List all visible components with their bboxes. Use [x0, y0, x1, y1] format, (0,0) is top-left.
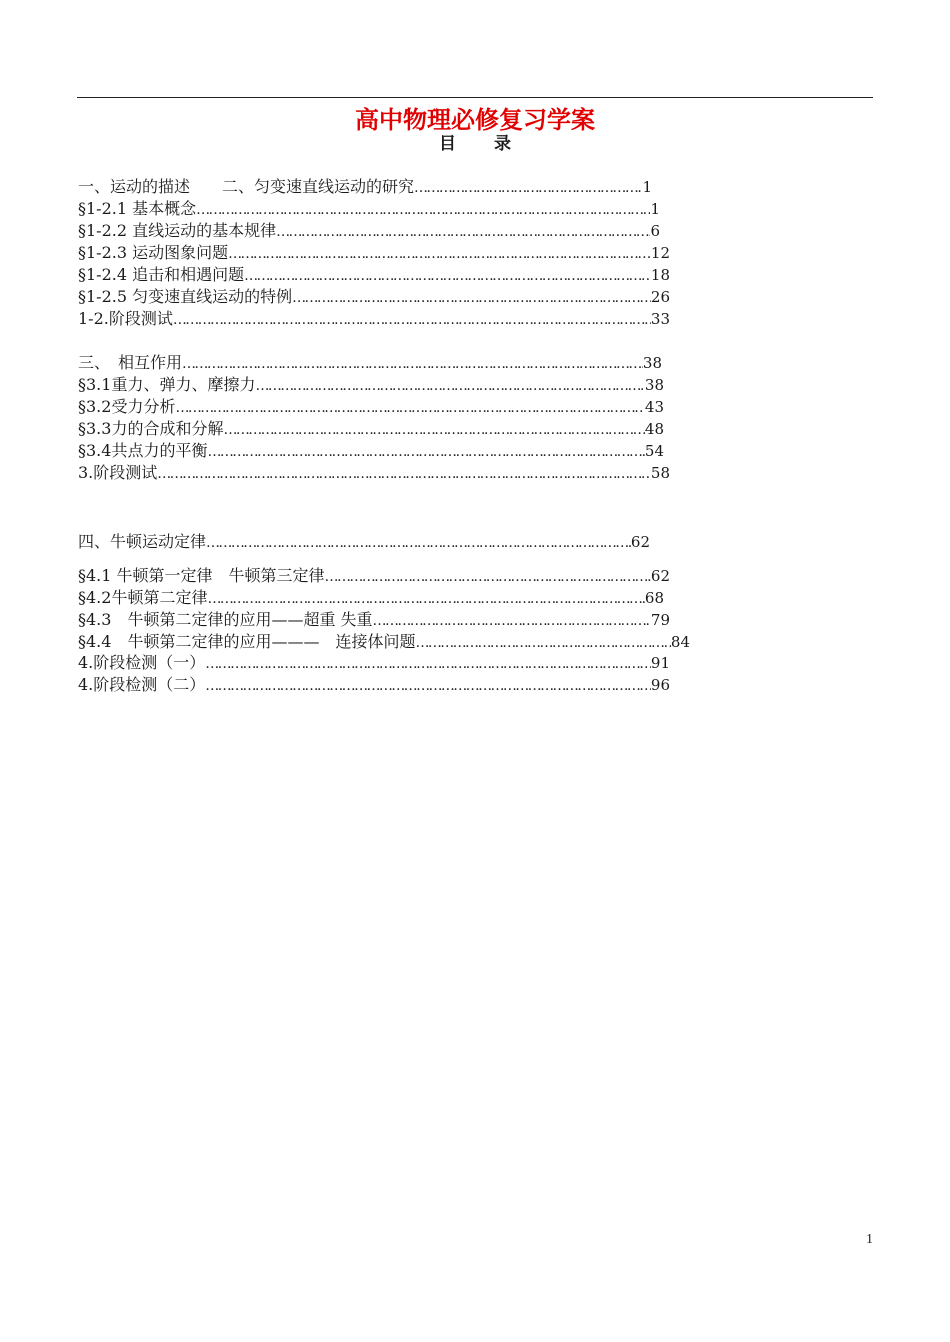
- toc-heading: [0, 133, 950, 155]
- toc-leader: [207, 441, 644, 463]
- toc-entry-page: 18: [650, 266, 670, 284]
- toc-entry-page: 48: [644, 420, 664, 438]
- toc-entry-page: 91: [650, 654, 670, 672]
- toc-leader: [414, 177, 642, 199]
- toc-entry-label: §1-2.4 追击和相遇问题: [78, 265, 245, 284]
- toc-entry-label: 4.阶段检测（一）: [78, 653, 206, 672]
- toc-leader: [255, 375, 644, 397]
- toc-entry-page: 68: [644, 589, 664, 607]
- toc-entry-page: 54: [644, 442, 664, 460]
- document-title: 高中物理必修复习学案: [355, 105, 595, 134]
- toc-entry-label: 三、 相互作用: [78, 353, 183, 372]
- toc-entry-page: 26: [650, 288, 670, 306]
- toc-entry-label: 1-2.阶段测试: [78, 309, 173, 328]
- toc-entry-label: §3.1重力、弹力、摩擦力: [78, 375, 256, 394]
- toc-leader: [373, 610, 651, 632]
- toc-entry-page: 96: [650, 676, 670, 694]
- toc-entry[interactable]: [78, 242, 670, 264]
- toc-entry-page: 38: [642, 354, 662, 372]
- toc-entry-label: 四、牛顿运动定律: [78, 532, 207, 551]
- toc-entry-label: 一、运动的描述 二、匀变速直线运动的研究: [78, 177, 415, 196]
- toc-leader: [228, 243, 651, 265]
- toc-leader: [207, 588, 644, 610]
- toc-entry[interactable]: [78, 374, 664, 396]
- toc-entry-label: §4.4 牛顿第二定律的应用——— 连接体问题: [78, 632, 416, 651]
- toc-entry[interactable]: [78, 674, 670, 696]
- toc-entry-page: 1: [642, 178, 652, 196]
- toc-entry[interactable]: [78, 531, 650, 553]
- toc-entry-page: 12: [650, 244, 670, 262]
- toc-entry[interactable]: [78, 587, 664, 609]
- toc-entry[interactable]: [78, 176, 652, 198]
- toc-entry-page: 38: [644, 376, 664, 394]
- toc-entry-page: 62: [650, 567, 670, 585]
- toc-leader: [173, 309, 651, 331]
- toc-entry[interactable]: [78, 264, 670, 286]
- toc-leader: [415, 632, 670, 654]
- toc-leader: [325, 566, 651, 588]
- toc-entry[interactable]: [78, 652, 670, 674]
- toc-entry-label: §4.3 牛顿第二定律的应用——超重 失重: [78, 610, 373, 629]
- toc-leader: [276, 221, 650, 243]
- toc-entry-page: 33: [650, 310, 670, 328]
- toc-entry-page: 58: [650, 464, 670, 482]
- toc-leader: [196, 199, 650, 221]
- toc-entry-page: 1: [650, 200, 660, 218]
- toc-entry[interactable]: [78, 440, 664, 462]
- toc-entry-label: §3.4共点力的平衡: [78, 441, 208, 460]
- toc-leader: [157, 463, 651, 485]
- toc-entry[interactable]: [78, 198, 660, 220]
- toc-leader: [206, 532, 631, 554]
- toc-entry[interactable]: [78, 286, 670, 308]
- toc-entry[interactable]: [78, 220, 660, 242]
- toc-leader: [292, 287, 651, 309]
- toc-entry[interactable]: [78, 462, 670, 484]
- toc-heading-char-2: 录: [494, 134, 511, 154]
- toc-entry-page: 43: [644, 398, 664, 416]
- toc-entry-label: §1-2.1 基本概念: [78, 199, 197, 218]
- toc-entry-page: 62: [630, 533, 650, 551]
- toc-entry[interactable]: [78, 396, 664, 418]
- toc-entry-label: §1-2.5 匀变速直线运动的特例: [78, 287, 293, 306]
- toc-entry-label: 3.阶段测试: [78, 463, 158, 482]
- toc-entry[interactable]: [78, 565, 670, 587]
- toc-entry[interactable]: [78, 418, 664, 440]
- toc-entry-page: 6: [650, 222, 660, 240]
- toc-entry[interactable]: [78, 631, 690, 653]
- toc-leader: [223, 419, 644, 441]
- toc-leader: [205, 653, 651, 675]
- toc-entry-label: §3.3力的合成和分解: [78, 419, 224, 438]
- header-rule: [77, 97, 873, 98]
- toc-entry-label: 4.阶段检测（二）: [78, 675, 206, 694]
- toc-heading-char-1: 目: [439, 134, 456, 154]
- toc-entry[interactable]: [78, 308, 670, 330]
- toc-entry-label: §4.2牛顿第二定律: [78, 588, 208, 607]
- toc-leader: [182, 353, 643, 375]
- toc-leader: [175, 397, 644, 419]
- toc-entry[interactable]: [78, 609, 670, 631]
- toc-entry-label: §1-2.2 直线运动的基本规律: [78, 221, 277, 240]
- toc-entry-label: §3.2受力分析: [78, 397, 176, 416]
- page-number: 1: [866, 1232, 873, 1247]
- toc-leader: [244, 265, 651, 287]
- toc-leader: [205, 675, 651, 697]
- toc-entry-page: 84: [670, 633, 690, 651]
- toc-entry-page: 79: [650, 611, 670, 629]
- toc-entry-label: §1-2.3 运动图象问题: [78, 243, 229, 262]
- toc-entry[interactable]: [78, 352, 662, 374]
- toc-entry-label: §4.1 牛顿第一定律 牛顿第三定律: [78, 566, 325, 585]
